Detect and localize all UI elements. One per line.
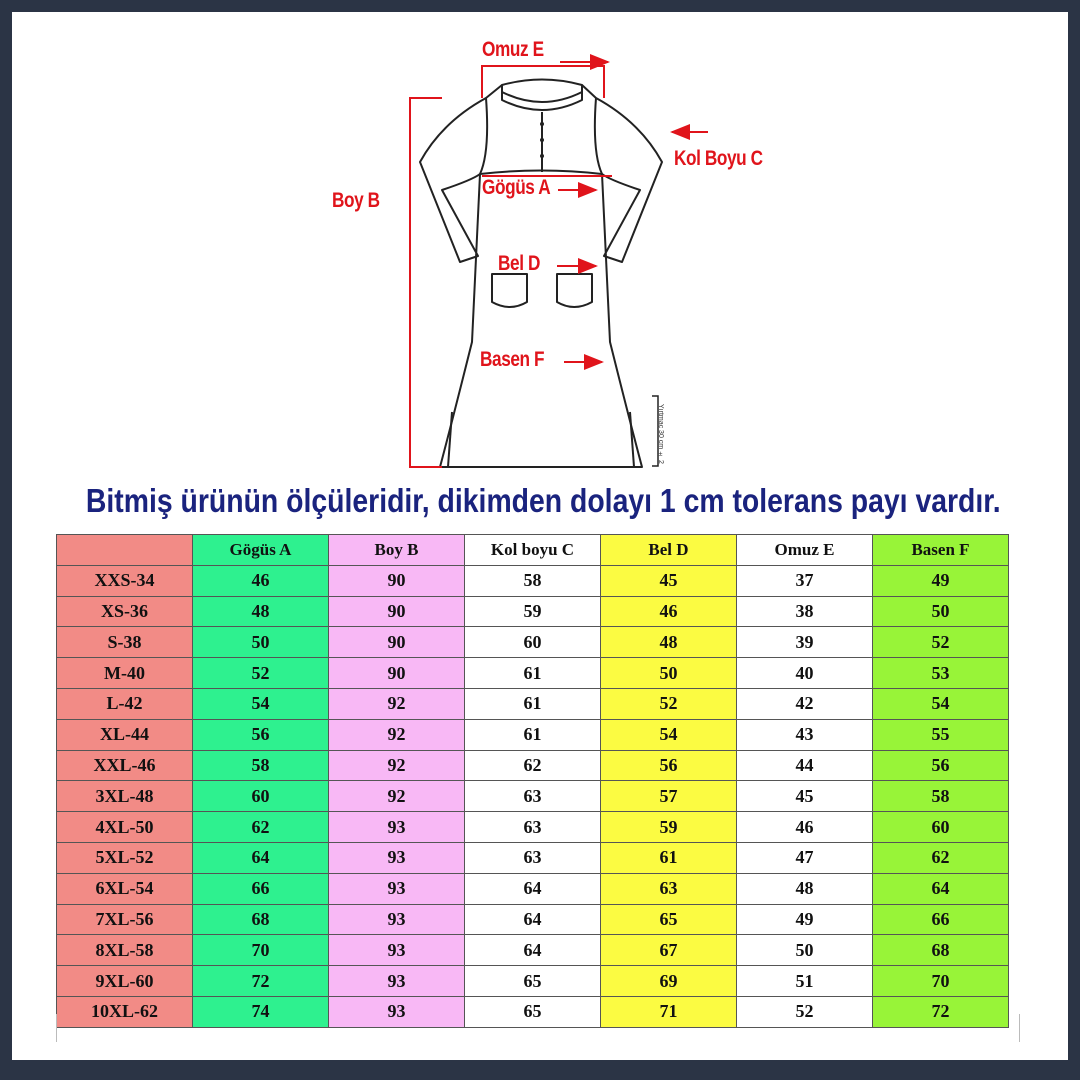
boy-cell: 93 bbox=[329, 966, 465, 997]
boy-cell: 90 bbox=[329, 627, 465, 658]
boy-cell: 92 bbox=[329, 688, 465, 719]
table-row bbox=[57, 750, 1009, 781]
kol-boyu-cell: 61 bbox=[465, 688, 601, 719]
table-row bbox=[57, 842, 1009, 873]
omuz-cell: 50 bbox=[737, 935, 873, 966]
header-bel: Bel D bbox=[601, 535, 737, 566]
kol-boyu-cell: 62 bbox=[465, 750, 601, 781]
gogus-cell: 58 bbox=[193, 750, 329, 781]
gogus-cell: 54 bbox=[193, 688, 329, 719]
boy-cell: 92 bbox=[329, 781, 465, 812]
table-row bbox=[57, 658, 1009, 689]
size-cell: 3XL-48 bbox=[57, 781, 193, 812]
boy-cell: 93 bbox=[329, 904, 465, 935]
size-cell: S-38 bbox=[57, 627, 193, 658]
size-cell: XXL-46 bbox=[57, 750, 193, 781]
bel-cell: 71 bbox=[601, 996, 737, 1027]
table-row bbox=[57, 781, 1009, 812]
size-cell: 5XL-52 bbox=[57, 842, 193, 873]
label-boy-b: Boy B bbox=[332, 189, 380, 212]
boy-cell: 93 bbox=[329, 873, 465, 904]
omuz-cell: 44 bbox=[737, 750, 873, 781]
table-body bbox=[57, 565, 1009, 1027]
gogus-cell: 52 bbox=[193, 658, 329, 689]
gogus-cell: 62 bbox=[193, 812, 329, 843]
gogus-cell: 48 bbox=[193, 596, 329, 627]
size-cell: 7XL-56 bbox=[57, 904, 193, 935]
gogus-cell: 66 bbox=[193, 873, 329, 904]
omuz-cell: 49 bbox=[737, 904, 873, 935]
bel-cell: 52 bbox=[601, 688, 737, 719]
kol-boyu-cell: 61 bbox=[465, 719, 601, 750]
bel-cell: 61 bbox=[601, 842, 737, 873]
omuz-cell: 51 bbox=[737, 966, 873, 997]
bel-cell: 54 bbox=[601, 719, 737, 750]
basen-cell: 66 bbox=[873, 904, 1009, 935]
header-omuz: Omuz E bbox=[737, 535, 873, 566]
omuz-cell: 52 bbox=[737, 996, 873, 1027]
bel-cell: 45 bbox=[601, 565, 737, 596]
gogus-cell: 70 bbox=[193, 935, 329, 966]
bel-cell: 56 bbox=[601, 750, 737, 781]
omuz-cell: 38 bbox=[737, 596, 873, 627]
kol-boyu-cell: 59 bbox=[465, 596, 601, 627]
gogus-cell: 50 bbox=[193, 627, 329, 658]
size-cell: XL-44 bbox=[57, 719, 193, 750]
bel-cell: 46 bbox=[601, 596, 737, 627]
garment-diagram bbox=[12, 12, 1068, 482]
boy-cell: 92 bbox=[329, 719, 465, 750]
gogus-cell: 74 bbox=[193, 996, 329, 1027]
bel-cell: 69 bbox=[601, 966, 737, 997]
boy-cell: 93 bbox=[329, 935, 465, 966]
table-row bbox=[57, 627, 1009, 658]
omuz-cell: 40 bbox=[737, 658, 873, 689]
omuz-cell: 42 bbox=[737, 688, 873, 719]
table-row bbox=[57, 935, 1009, 966]
label-gogus-a: Gögüs A bbox=[482, 176, 551, 199]
table-row bbox=[57, 596, 1009, 627]
bel-cell: 63 bbox=[601, 873, 737, 904]
bel-cell: 59 bbox=[601, 812, 737, 843]
label-basen-f: Basen F bbox=[480, 348, 545, 371]
header-kol-boyu: Kol boyu C bbox=[465, 535, 601, 566]
size-cell: XS-36 bbox=[57, 596, 193, 627]
size-cell: 8XL-58 bbox=[57, 935, 193, 966]
boy-cell: 90 bbox=[329, 596, 465, 627]
basen-cell: 62 bbox=[873, 842, 1009, 873]
basen-cell: 58 bbox=[873, 781, 1009, 812]
slit-note: Yırtmaç 30 cm ± 2 bbox=[657, 404, 664, 464]
omuz-cell: 37 bbox=[737, 565, 873, 596]
bel-cell: 48 bbox=[601, 627, 737, 658]
basen-cell: 55 bbox=[873, 719, 1009, 750]
header-gogus: Gögüs A bbox=[193, 535, 329, 566]
tolerance-headline: Bitmiş ürünün ölçüleridir, dikimden dolayı 1 cm tolerans payı vardır. bbox=[85, 482, 1001, 519]
kol-boyu-cell: 60 bbox=[465, 627, 601, 658]
boy-cell: 93 bbox=[329, 812, 465, 843]
header-basen: Basen F bbox=[873, 535, 1009, 566]
table-row bbox=[57, 873, 1009, 904]
omuz-cell: 43 bbox=[737, 719, 873, 750]
kol-boyu-cell: 65 bbox=[465, 966, 601, 997]
label-kol-boyu-c: Kol Boyu C bbox=[674, 147, 763, 170]
boy-cell: 90 bbox=[329, 658, 465, 689]
omuz-cell: 46 bbox=[737, 812, 873, 843]
basen-cell: 72 bbox=[873, 996, 1009, 1027]
omuz-cell: 47 bbox=[737, 842, 873, 873]
table-row bbox=[57, 719, 1009, 750]
basen-cell: 70 bbox=[873, 966, 1009, 997]
boy-cell: 93 bbox=[329, 842, 465, 873]
kol-boyu-cell: 63 bbox=[465, 781, 601, 812]
size-cell: M-40 bbox=[57, 658, 193, 689]
bel-cell: 57 bbox=[601, 781, 737, 812]
size-cell: L-42 bbox=[57, 688, 193, 719]
dress-illustration bbox=[12, 12, 1068, 482]
gogus-cell: 56 bbox=[193, 719, 329, 750]
basen-cell: 60 bbox=[873, 812, 1009, 843]
header-size bbox=[57, 535, 193, 566]
label-bel-d: Bel D bbox=[498, 252, 540, 275]
basen-cell: 49 bbox=[873, 565, 1009, 596]
kol-boyu-cell: 64 bbox=[465, 935, 601, 966]
basen-cell: 64 bbox=[873, 873, 1009, 904]
table-row bbox=[57, 812, 1009, 843]
basen-cell: 50 bbox=[873, 596, 1009, 627]
basen-cell: 54 bbox=[873, 688, 1009, 719]
kol-boyu-cell: 58 bbox=[465, 565, 601, 596]
boy-cell: 92 bbox=[329, 750, 465, 781]
gogus-cell: 64 bbox=[193, 842, 329, 873]
gogus-cell: 72 bbox=[193, 966, 329, 997]
boy-cell: 93 bbox=[329, 996, 465, 1027]
boy-cell: 90 bbox=[329, 565, 465, 596]
bel-cell: 65 bbox=[601, 904, 737, 935]
gogus-cell: 60 bbox=[193, 781, 329, 812]
table-header-row bbox=[57, 535, 1009, 566]
omuz-cell: 48 bbox=[737, 873, 873, 904]
table-row bbox=[57, 966, 1009, 997]
size-cell: 4XL-50 bbox=[57, 812, 193, 843]
size-table bbox=[56, 534, 1009, 1028]
kol-boyu-cell: 65 bbox=[465, 996, 601, 1027]
basen-cell: 68 bbox=[873, 935, 1009, 966]
kol-boyu-cell: 64 bbox=[465, 904, 601, 935]
omuz-cell: 45 bbox=[737, 781, 873, 812]
basen-cell: 53 bbox=[873, 658, 1009, 689]
table-row bbox=[57, 565, 1009, 596]
table-row bbox=[57, 688, 1009, 719]
gogus-cell: 68 bbox=[193, 904, 329, 935]
kol-boyu-cell: 64 bbox=[465, 873, 601, 904]
label-omuz-e: Omuz E bbox=[482, 38, 544, 61]
size-cell: 6XL-54 bbox=[57, 873, 193, 904]
bel-cell: 50 bbox=[601, 658, 737, 689]
size-cell: 9XL-60 bbox=[57, 966, 193, 997]
size-chart-card bbox=[12, 12, 1068, 1060]
kol-boyu-cell: 63 bbox=[465, 842, 601, 873]
bel-cell: 67 bbox=[601, 935, 737, 966]
basen-cell: 56 bbox=[873, 750, 1009, 781]
basen-cell: 52 bbox=[873, 627, 1009, 658]
kol-boyu-cell: 63 bbox=[465, 812, 601, 843]
table-footer-edge bbox=[56, 1014, 1020, 1042]
table-row bbox=[57, 904, 1009, 935]
size-cell: XXS-34 bbox=[57, 565, 193, 596]
size-cell: 10XL-62 bbox=[57, 996, 193, 1027]
omuz-cell: 39 bbox=[737, 627, 873, 658]
gogus-cell: 46 bbox=[193, 565, 329, 596]
header-boy: Boy B bbox=[329, 535, 465, 566]
kol-boyu-cell: 61 bbox=[465, 658, 601, 689]
